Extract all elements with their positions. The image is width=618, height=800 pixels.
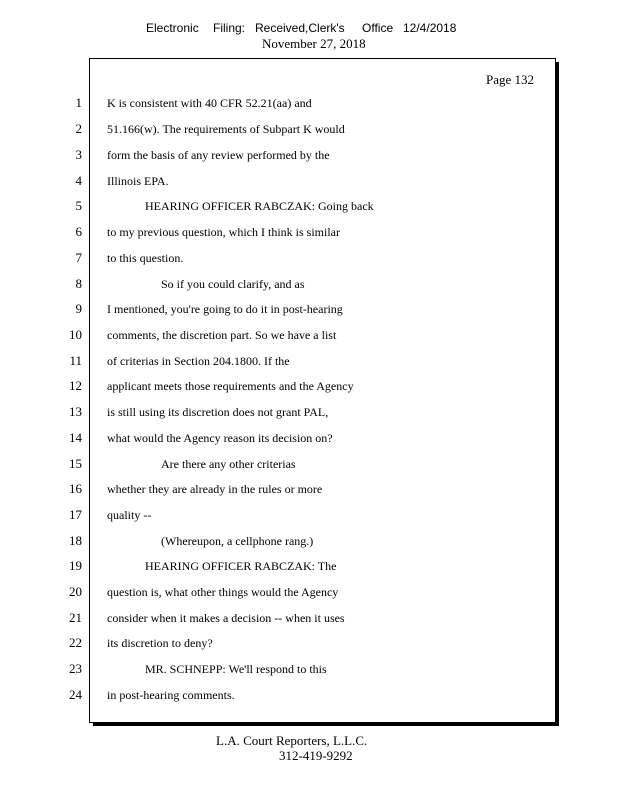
line-text: HEARING OFFICER RABCZAK: Going back bbox=[145, 199, 374, 213]
reporter-phone: 312-419-9292 bbox=[279, 748, 353, 763]
stamp-received: Received,Clerk's bbox=[255, 21, 345, 35]
line-text: of criterias in Section 204.1800. If the bbox=[107, 354, 290, 368]
stamp-filing: Filing: bbox=[213, 21, 246, 35]
line-text: I mentioned, you're going to do it in post-hearing bbox=[107, 302, 343, 316]
stamp-electronic: Electronic bbox=[146, 21, 199, 35]
line-number: 21 bbox=[69, 610, 82, 625]
line-number: 10 bbox=[69, 327, 82, 342]
line-text: quality -- bbox=[107, 508, 152, 522]
line-text: So if you could clarify, and as bbox=[161, 277, 305, 291]
line-number: 24 bbox=[69, 687, 82, 702]
line-number: 2 bbox=[75, 121, 82, 136]
line-text: to my previous question, which I think is similar bbox=[107, 225, 340, 239]
line-number: 19 bbox=[69, 558, 82, 573]
line-text: 51.166(w). The requirements of Subpart K would bbox=[107, 122, 345, 136]
line-text: HEARING OFFICER RABCZAK: The bbox=[145, 559, 337, 573]
line-number: 14 bbox=[69, 430, 82, 445]
reporter-company: L.A. Court Reporters, L.L.C. bbox=[216, 733, 368, 748]
line-text: in post-hearing comments. bbox=[107, 688, 235, 702]
line-text: (Whereupon, a cellphone rang.) bbox=[161, 534, 314, 548]
line-number: 3 bbox=[75, 147, 82, 162]
line-number: 15 bbox=[69, 456, 82, 471]
line-text: to this question. bbox=[107, 251, 184, 265]
line-text: question is, what other things would the Agency bbox=[107, 585, 339, 599]
line-number: 22 bbox=[69, 635, 82, 650]
line-number: 17 bbox=[69, 507, 82, 522]
line-number: 12 bbox=[69, 378, 82, 393]
line-text: consider when it makes a decision -- when it uses bbox=[107, 611, 345, 625]
stamp-date: 12/4/2018 bbox=[403, 21, 457, 35]
line-number: 1 bbox=[75, 95, 82, 110]
filing-stamp bbox=[0, 21, 618, 35]
line-number: 16 bbox=[69, 481, 82, 496]
line-text: comments, the discretion part. So we have a list bbox=[107, 328, 337, 342]
line-text: is still using its discretion does not grant PAL, bbox=[107, 405, 329, 419]
line-number: 11 bbox=[69, 353, 82, 368]
page-shadow-bottom bbox=[93, 723, 559, 726]
line-text: Illinois EPA. bbox=[107, 174, 169, 188]
line-text: its discretion to deny? bbox=[107, 636, 213, 650]
line-number: 23 bbox=[69, 661, 82, 676]
line-text: K is consistent with 40 CFR 52.21(aa) and bbox=[107, 96, 312, 110]
line-number: 18 bbox=[69, 533, 82, 548]
line-text: whether they are already in the rules or more bbox=[107, 482, 323, 496]
line-number: 20 bbox=[69, 584, 82, 599]
line-number: 9 bbox=[75, 301, 82, 316]
stamp-office: Office bbox=[362, 21, 394, 35]
line-text: form the basis of any review performed by the bbox=[107, 148, 330, 162]
hearing-date: November 27, 2018 bbox=[262, 36, 366, 51]
line-text: Are there any other criterias bbox=[161, 457, 296, 471]
page-shadow-right bbox=[556, 62, 559, 726]
line-text: what would the Agency reason its decision on? bbox=[107, 431, 333, 445]
line-text: applicant meets those requirements and the Agency bbox=[107, 379, 354, 393]
line-number: 4 bbox=[75, 173, 82, 188]
line-number: 5 bbox=[75, 198, 82, 213]
line-number: 7 bbox=[75, 250, 82, 265]
page-number: Page 132 bbox=[486, 72, 535, 87]
line-number: 6 bbox=[75, 224, 82, 239]
line-number: 8 bbox=[75, 276, 82, 291]
line-text: MR. SCHNEPP: We'll respond to this bbox=[145, 662, 327, 676]
line-number: 13 bbox=[69, 404, 82, 419]
